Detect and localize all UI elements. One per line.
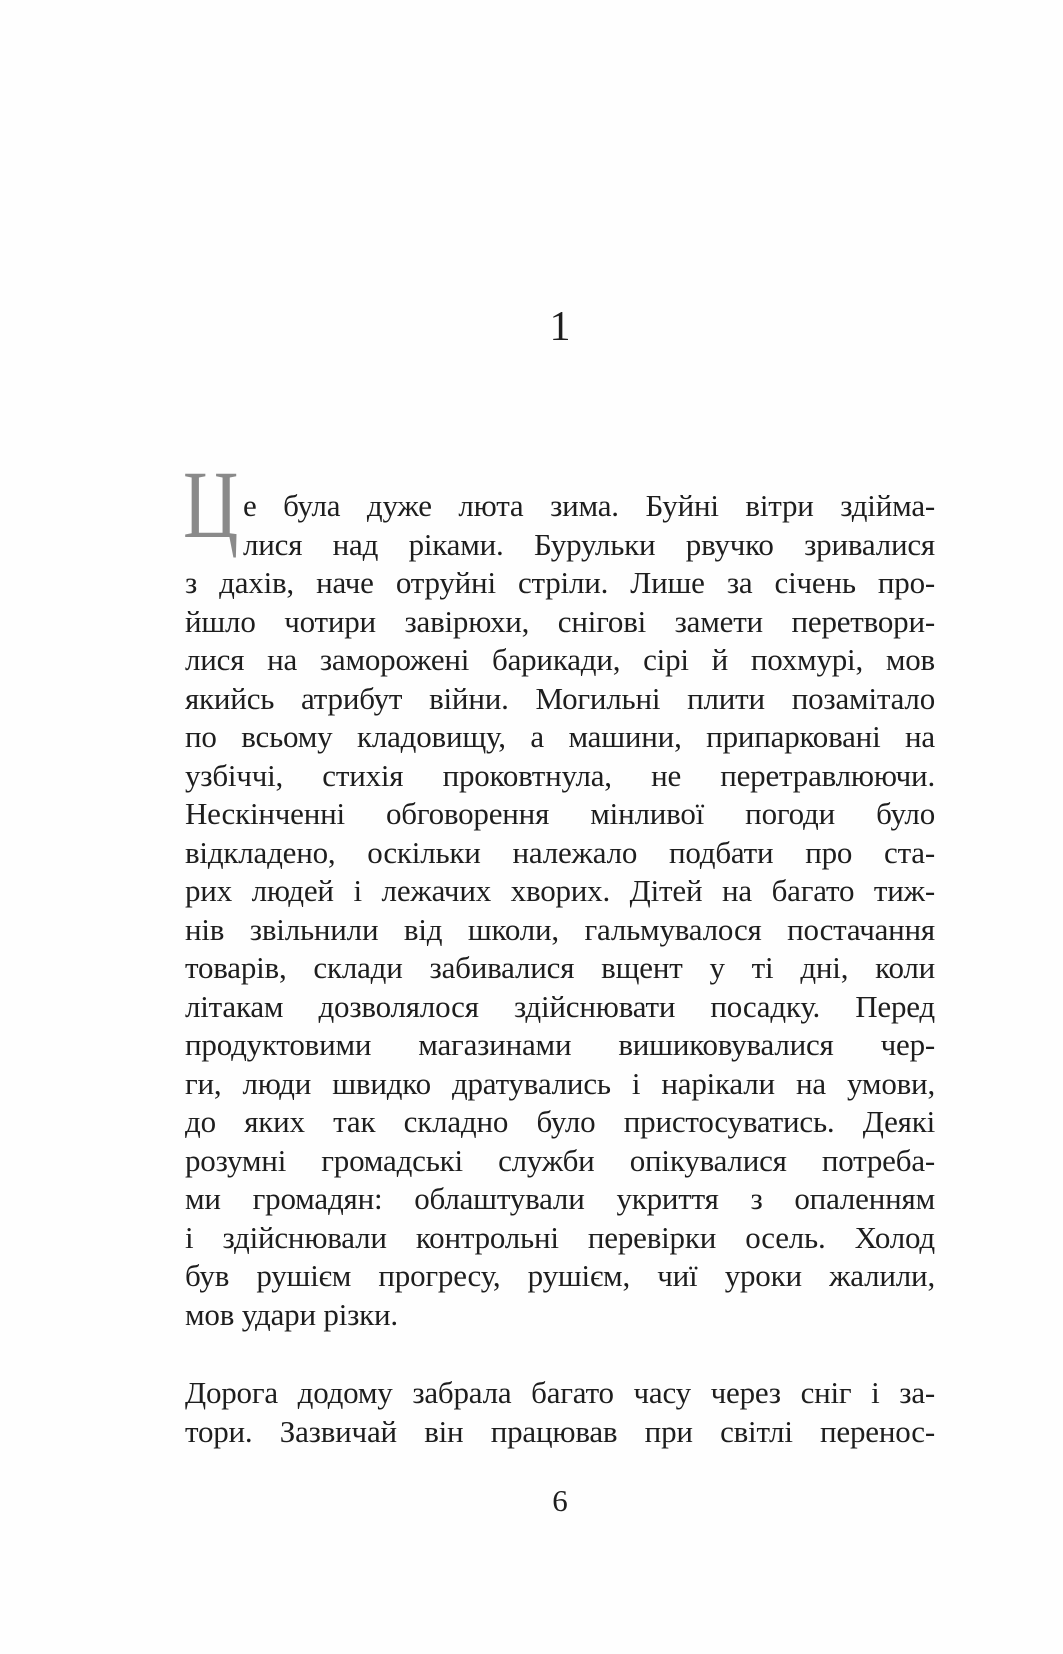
text-line: якийсь атрибут війни. Могильні плити позамітало: [185, 680, 935, 716]
text-line: Нескінченні обговорення мінливої погоди було: [185, 796, 935, 831]
page-number: 6: [552, 1483, 568, 1518]
text-line: по всьому кладовищу, а машини, припарковані на: [185, 719, 935, 754]
text-line: до яких так складно було пристосуватись. Деякі: [185, 1104, 935, 1139]
text-line: ги, люди швидко дратувались і нарікали на умови,: [185, 1065, 935, 1101]
chapter-number: 1: [549, 304, 571, 350]
text-line: з дахів, наче отруйні стріли. Лише за січень про-: [185, 565, 935, 600]
text-line: рих людей і лежачих хворих. Дітей на багато тиж-: [185, 873, 935, 908]
text-line: е була дуже люта зима. Буйні вітри здійма-: [243, 488, 935, 523]
drop-cap: Ц: [183, 451, 239, 558]
text-line: узбіччі, стихія проковтнула, не перетравлюючи.: [185, 757, 935, 793]
text-line: був рушієм прогресу, рушієм, чиї уроки жалили,: [185, 1258, 935, 1293]
text-line: йшло чотири завірюхи, снігові замети перетвори-: [185, 603, 935, 639]
text-line: лися над ріками. Бурульки рвучко зривалися: [243, 526, 935, 562]
text-line: Дорога додому забрала багато часу через сніг і за-: [185, 1375, 935, 1410]
text-line: тори. Зазвичай він працював при світлі перенос-: [185, 1413, 935, 1449]
text-line: нів звільнили від школи, гальмувалося постачання: [185, 911, 935, 947]
text-line: продуктовими магазинами вишиковувалися чер-: [185, 1027, 935, 1062]
text-line: розумні громадські служби опікувалися потреба-: [185, 1142, 935, 1178]
text-line: мов удари різки.: [185, 1296, 398, 1332]
paragraph-second: [185, 1374, 935, 1451]
text-line: і здійснювали контрольні перевірки осель. Холод: [185, 1219, 935, 1255]
paragraph-opening: [183, 451, 935, 1334]
text-line: лися на заморожені барикади, сірі й похмурі, мов: [185, 642, 935, 677]
text-line: товарів, склади забивалися вщент у ті дні, коли: [185, 950, 935, 985]
text-line: відкладено, оскільки належало подбати про ста-: [185, 834, 935, 870]
text-line: ми громадян: облаштували укриття з опаленням: [185, 1181, 935, 1216]
text-line: літакам дозволялося здійснювати посадку. Перед: [185, 988, 935, 1024]
